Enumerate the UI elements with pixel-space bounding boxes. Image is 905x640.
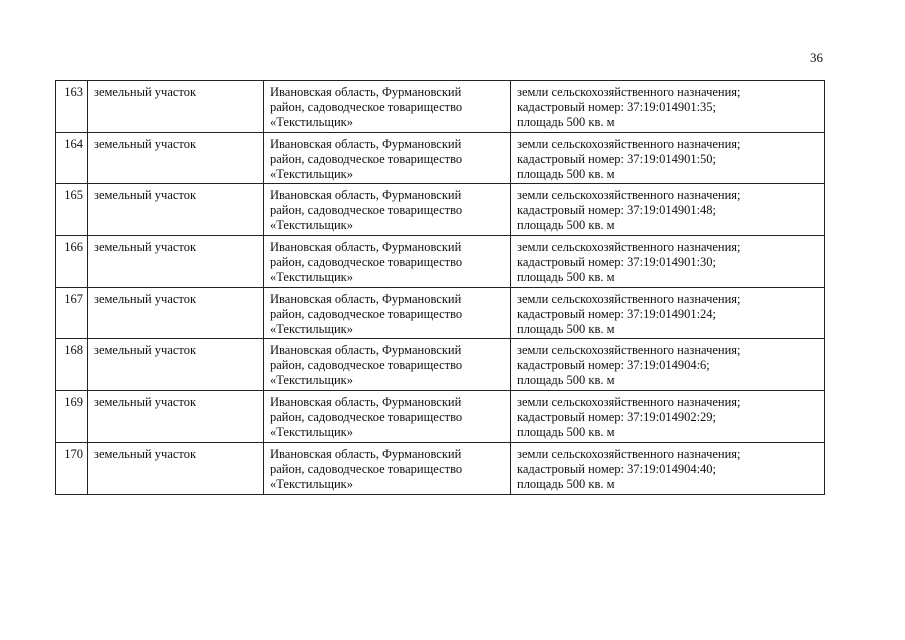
address-line: Ивановская область, Фурмановский bbox=[270, 343, 462, 358]
address-line: район, садоводческое товарищество bbox=[270, 410, 463, 425]
description-line: кадастровый номер: 37:19:014904:40; bbox=[517, 461, 717, 476]
description-line: кадастровый номер: 37:19:014901:30; bbox=[517, 255, 717, 270]
object-address bbox=[264, 236, 511, 288]
description-line: площадь 500 кв. м bbox=[517, 166, 615, 181]
description-line: земли сельскохозяйственного назначения; bbox=[517, 395, 741, 410]
description-line: площадь 500 кв. м bbox=[517, 218, 615, 233]
address-line: район, садоводческое товарищество bbox=[270, 203, 463, 218]
address-line: район, садоводческое товарищество bbox=[270, 358, 463, 373]
object-address bbox=[264, 339, 511, 391]
address-line: район, садоводческое товарищество bbox=[270, 461, 463, 476]
object-description bbox=[511, 132, 825, 184]
description-line: кадастровый номер: 37:19:014901:35; bbox=[517, 100, 717, 114]
object-description bbox=[511, 442, 825, 494]
object-address bbox=[264, 442, 511, 494]
description-line: площадь 500 кв. м bbox=[517, 270, 615, 285]
address-line: «Текстильщик» bbox=[270, 321, 353, 336]
row-number: 164 bbox=[56, 132, 88, 184]
row-number: 167 bbox=[56, 287, 88, 339]
address-line: район, садоводческое товарищество bbox=[270, 306, 463, 321]
table-row bbox=[56, 236, 825, 288]
address-line: «Текстильщик» bbox=[270, 166, 353, 181]
address-line: Ивановская область, Фурмановский bbox=[270, 188, 462, 203]
object-description bbox=[511, 391, 825, 443]
address-line: район, садоводческое товарищество bbox=[270, 100, 463, 114]
address-line: Ивановская область, Фурмановский bbox=[270, 85, 462, 99]
table-row bbox=[56, 391, 825, 443]
object-address bbox=[264, 81, 511, 133]
object-description bbox=[511, 184, 825, 236]
description-line: кадастровый номер: 37:19:014902:29; bbox=[517, 410, 717, 425]
row-number: 169 bbox=[56, 391, 88, 443]
description-line: кадастровый номер: 37:19:014901:50; bbox=[517, 151, 717, 166]
address-line: «Текстильщик» bbox=[270, 270, 353, 285]
description-line: площадь 500 кв. м bbox=[517, 476, 615, 491]
address-line: «Текстильщик» bbox=[270, 115, 353, 129]
address-line: Ивановская область, Фурмановский bbox=[270, 240, 462, 255]
row-number: 163 bbox=[56, 81, 88, 133]
description-line: земли сельскохозяйственного назначения; bbox=[517, 291, 741, 306]
address-line: «Текстильщик» bbox=[270, 373, 353, 388]
property-table bbox=[55, 80, 825, 495]
address-line: Ивановская область, Фурмановский bbox=[270, 395, 462, 410]
object-type: земельный участок bbox=[88, 287, 264, 339]
object-address bbox=[264, 184, 511, 236]
description-line: кадастровый номер: 37:19:014904:6; bbox=[517, 358, 710, 373]
description-line: кадастровый номер: 37:19:014901:48; bbox=[517, 203, 717, 218]
table-body bbox=[56, 81, 825, 495]
object-type: земельный участок bbox=[88, 184, 264, 236]
description-line: земли сельскохозяйственного назначения; bbox=[517, 240, 741, 255]
object-type: земельный участок bbox=[88, 81, 264, 133]
table-row bbox=[56, 184, 825, 236]
object-type: земельный участок bbox=[88, 391, 264, 443]
description-line: площадь 500 кв. м bbox=[517, 115, 615, 129]
address-line: «Текстильщик» bbox=[270, 218, 353, 233]
object-description bbox=[511, 236, 825, 288]
object-description bbox=[511, 81, 825, 133]
object-address bbox=[264, 132, 511, 184]
object-type: земельный участок bbox=[88, 442, 264, 494]
description-line: площадь 500 кв. м bbox=[517, 425, 615, 440]
description-line: площадь 500 кв. м bbox=[517, 321, 615, 336]
description-line: земли сельскохозяйственного назначения; bbox=[517, 343, 741, 358]
address-line: Ивановская область, Фурмановский bbox=[270, 446, 462, 461]
address-line: район, садоводческое товарищество bbox=[270, 151, 463, 166]
description-line: земли сельскохозяйственного назначения; bbox=[517, 136, 741, 151]
object-address bbox=[264, 391, 511, 443]
table-row bbox=[56, 442, 825, 494]
description-line: земли сельскохозяйственного назначения; bbox=[517, 446, 741, 461]
page-number: 36 bbox=[810, 50, 823, 65]
address-line: «Текстильщик» bbox=[270, 425, 353, 440]
address-line: Ивановская область, Фурмановский bbox=[270, 291, 462, 306]
table-row bbox=[56, 81, 825, 133]
row-number: 165 bbox=[56, 184, 88, 236]
object-description bbox=[511, 339, 825, 391]
description-line: площадь 500 кв. м bbox=[517, 373, 615, 388]
table-row bbox=[56, 132, 825, 184]
row-number: 168 bbox=[56, 339, 88, 391]
row-number: 170 bbox=[56, 442, 88, 494]
table-row bbox=[56, 287, 825, 339]
object-address bbox=[264, 287, 511, 339]
address-line: район, садоводческое товарищество bbox=[270, 255, 463, 270]
description-line: кадастровый номер: 37:19:014901:24; bbox=[517, 306, 717, 321]
object-type: земельный участок bbox=[88, 236, 264, 288]
address-line: Ивановская область, Фурмановский bbox=[270, 136, 462, 151]
object-type: земельный участок bbox=[88, 339, 264, 391]
row-number: 166 bbox=[56, 236, 88, 288]
description-line: земли сельскохозяйственного назначения; bbox=[517, 85, 741, 99]
address-line: «Текстильщик» bbox=[270, 476, 353, 491]
object-type: земельный участок bbox=[88, 132, 264, 184]
description-line: земли сельскохозяйственного назначения; bbox=[517, 188, 741, 203]
object-description bbox=[511, 287, 825, 339]
table-row bbox=[56, 339, 825, 391]
